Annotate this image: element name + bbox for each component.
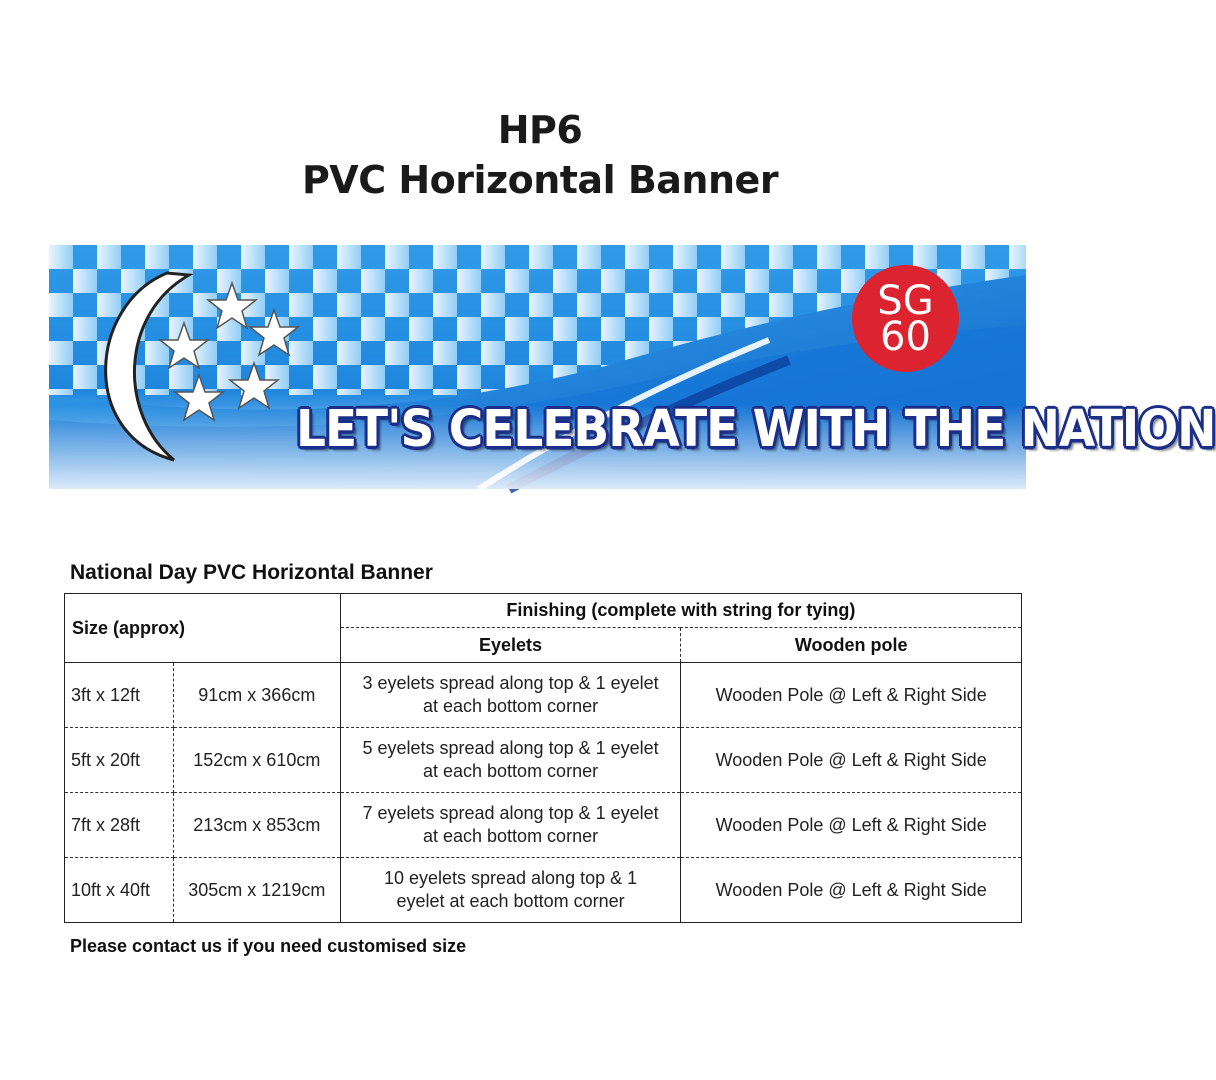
- size-ft: 10ft x 40ft: [65, 858, 174, 923]
- eyelets-cell: [340, 858, 681, 923]
- eyelets-line2: at each bottom corner: [422, 826, 599, 846]
- table-row: [65, 663, 1022, 728]
- banner-slogan: LET'S CELEBRATE WITH THE NATION: [296, 399, 1216, 460]
- pole-cell: Wooden Pole @ Left & Right Side: [681, 728, 1022, 793]
- table-row: [65, 728, 1022, 793]
- eyelets-line1: 3 eyelets spread along top & 1 eyelet: [362, 673, 659, 693]
- size-cm: 152cm x 610cm: [173, 728, 340, 793]
- eyelets-cell: [340, 728, 681, 793]
- size-cm: 91cm x 366cm: [173, 663, 340, 728]
- eyelets-cell: [340, 793, 681, 858]
- eyelets-line1: 5 eyelets spread along top & 1 eyelet: [362, 738, 659, 758]
- size-ft: 7ft x 28ft: [65, 793, 174, 858]
- pole-cell: Wooden Pole @ Left & Right Side: [681, 858, 1022, 923]
- table-row: [65, 793, 1022, 858]
- eyelets-header: Eyelets: [340, 628, 681, 663]
- size-header: Size (approx): [65, 594, 341, 663]
- eyelets-line1: 7 eyelets spread along top & 1 eyelet: [362, 803, 659, 823]
- pole-cell: Wooden Pole @ Left & Right Side: [681, 663, 1022, 728]
- size-ft: 5ft x 20ft: [65, 728, 174, 793]
- eyelets-line2: eyelet at each bottom corner: [396, 891, 625, 911]
- eyelets-line2: at each bottom corner: [422, 761, 599, 781]
- size-cm: 305cm x 1219cm: [173, 858, 340, 923]
- eyelets-line1: 10 eyelets spread along top & 1: [383, 868, 638, 888]
- table-heading: National Day PVC Horizontal Banner: [70, 561, 433, 584]
- sg60-logo-line1: SG: [877, 277, 934, 324]
- size-ft: 3ft x 12ft: [65, 663, 174, 728]
- finishing-header: Finishing (complete with string for tying): [340, 594, 1021, 628]
- sg60-logo: [852, 265, 959, 372]
- table-row: [65, 858, 1022, 923]
- size-table: [64, 593, 1022, 923]
- product-code: HP6: [497, 108, 583, 152]
- sg60-logo-line2: 60: [880, 313, 931, 360]
- eyelets-cell: [340, 663, 681, 728]
- size-cm: 213cm x 853cm: [173, 793, 340, 858]
- eyelets-line2: at each bottom corner: [422, 696, 599, 716]
- footer-note: Please contact us if you need customised size: [70, 936, 467, 956]
- pole-header: Wooden pole: [681, 628, 1022, 663]
- pole-cell: Wooden Pole @ Left & Right Side: [681, 793, 1022, 858]
- product-name: PVC Horizontal Banner: [301, 158, 779, 202]
